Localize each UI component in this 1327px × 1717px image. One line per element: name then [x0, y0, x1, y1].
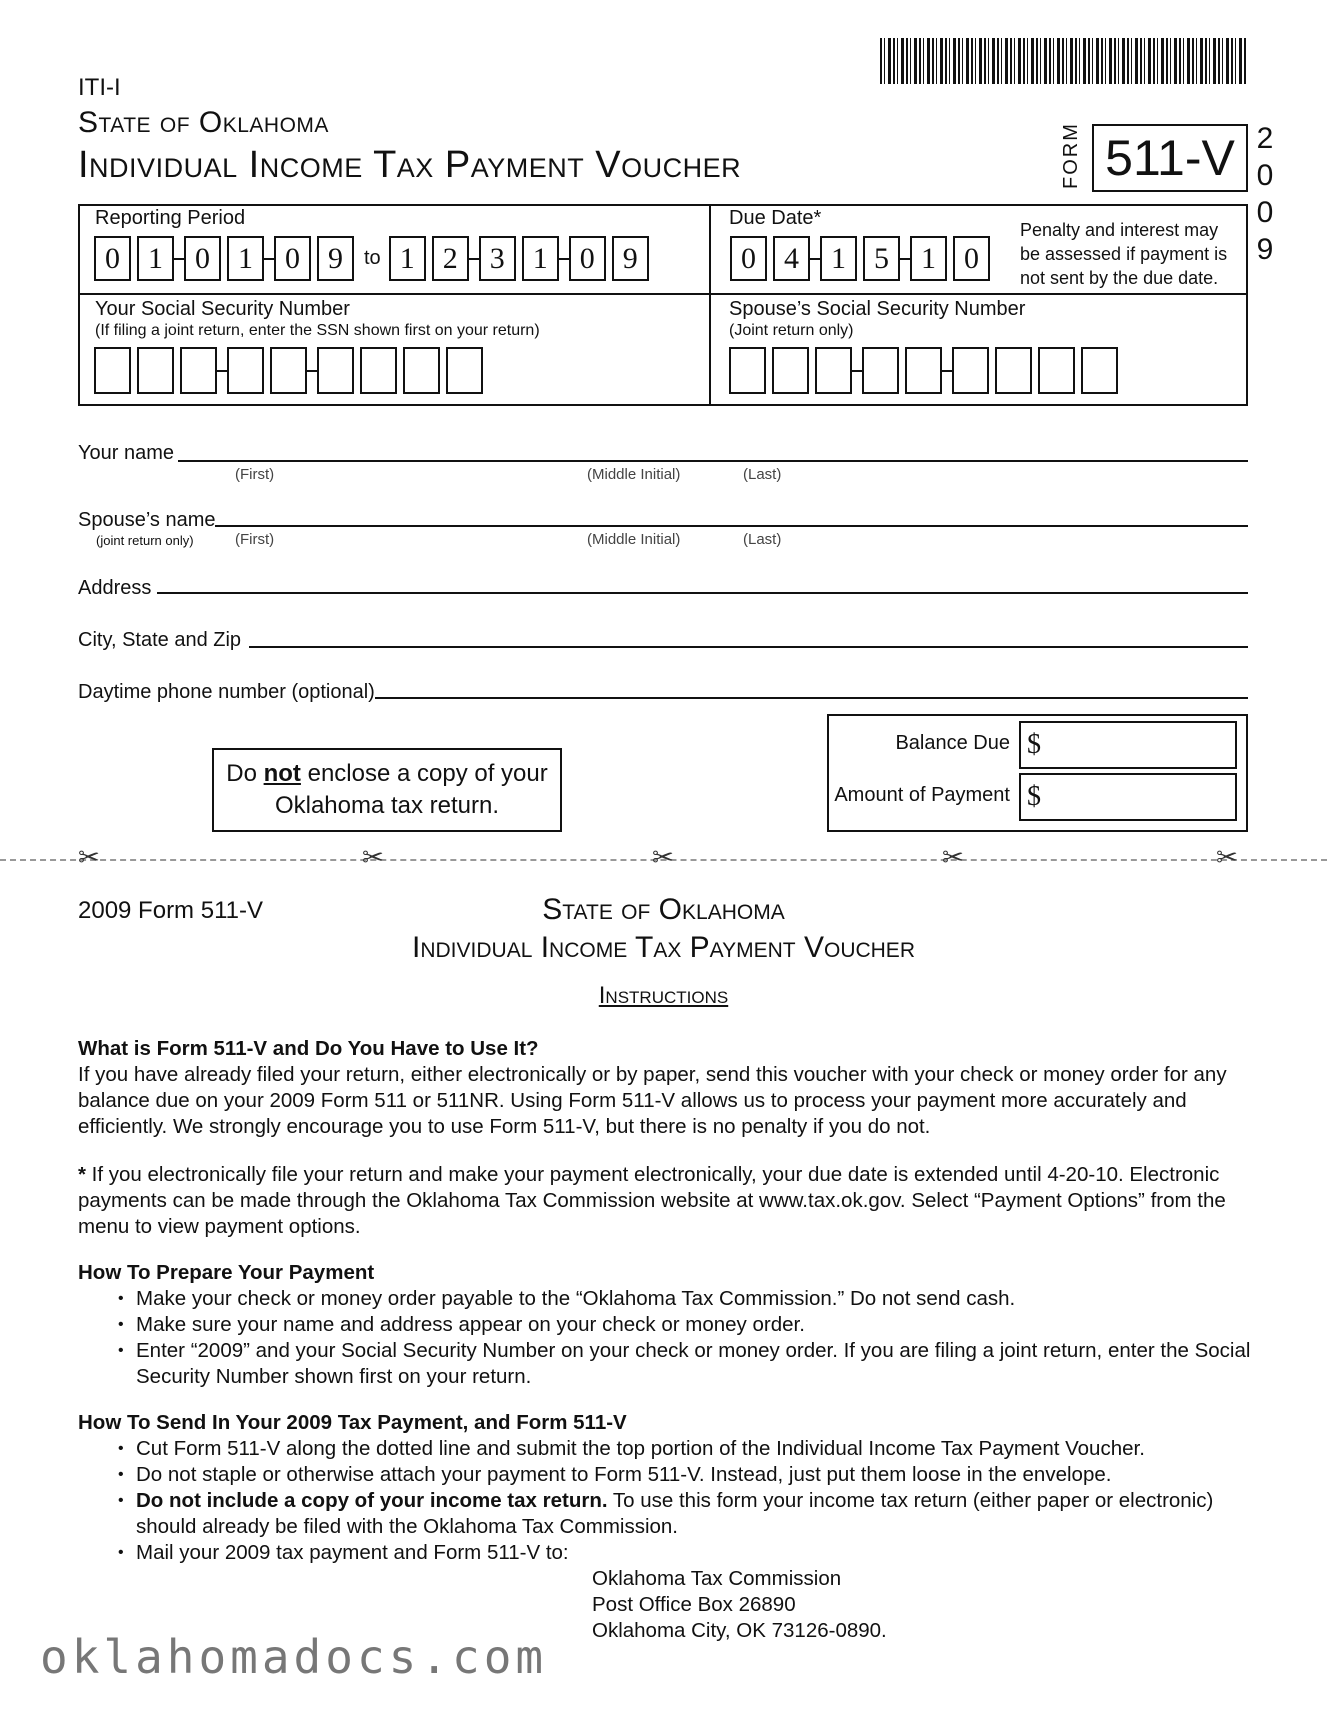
your-name-label: Your name	[78, 442, 174, 464]
list-item: • Cut Form 511-V along the dotted line and submit the top portion of the Individual Income Tax Payment Voucher.	[118, 1436, 1258, 1462]
digit-box[interactable]	[317, 347, 354, 394]
separator	[559, 258, 569, 260]
digit-box[interactable]	[1081, 347, 1118, 394]
digit-box[interactable]: 2	[432, 236, 469, 281]
list-item-text: To use this form your income tax return (either paper or electronic) should already be filed with the Oklahoma Tax Commission.	[136, 1489, 1214, 1538]
digit-box[interactable]	[446, 347, 483, 394]
balance-due-label: Balance Due	[895, 732, 1010, 754]
year-digit: 0	[1256, 159, 1274, 192]
instructions-heading	[0, 982, 1327, 1010]
ssn-field[interactable]	[94, 347, 489, 394]
section-prepare	[78, 1260, 1258, 1390]
section-electronic	[78, 1162, 1258, 1240]
dollar-sign: $	[1027, 781, 1041, 812]
digit-box[interactable]	[360, 347, 397, 394]
form-number: 511-V	[1092, 124, 1248, 192]
digit-box[interactable]	[905, 347, 942, 394]
year-digit: 2	[1256, 122, 1274, 155]
scissors-icon: ✂	[78, 842, 100, 872]
spouse-name-input[interactable]	[215, 525, 1248, 527]
address-input[interactable]	[157, 592, 1248, 594]
address-line: Oklahoma City, OK 73126-0890.	[592, 1619, 887, 1642]
year-digit: 9	[1256, 233, 1274, 266]
due-date-label: Due Date*	[729, 207, 822, 229]
digit-box[interactable]: 1	[820, 236, 857, 281]
digit-box[interactable]: 0	[953, 236, 990, 281]
digit-box[interactable]: 4	[773, 236, 810, 281]
address-label: Address	[78, 577, 152, 599]
grid-divider	[78, 293, 1248, 295]
digit-box[interactable]: 1	[389, 236, 426, 281]
digit-box[interactable]	[94, 347, 131, 394]
instructions-title: Individual Income Tax Payment Voucher	[412, 931, 915, 964]
separator	[217, 370, 227, 372]
hint-first: (First)	[235, 531, 275, 548]
digit-box[interactable]	[403, 347, 440, 394]
due-date-field[interactable]	[730, 236, 996, 281]
hint-middle: (Middle Initial)	[587, 466, 681, 483]
digit-box[interactable]: 1	[910, 236, 947, 281]
hint-last: (Last)	[743, 466, 782, 483]
digit-box[interactable]	[180, 347, 217, 394]
city-label: City, State and Zip	[78, 629, 242, 651]
form-code: ITI-I	[78, 74, 121, 101]
hint-middle: (Middle Initial)	[587, 531, 681, 548]
digit-box[interactable]	[729, 347, 766, 394]
voucher-title: Individual Income Tax Payment Voucher	[78, 144, 742, 186]
barcode	[880, 38, 1248, 84]
list-item: • Enter “2009” and your Social Security Number on your check or money order. If you are filing a joint return, enter the Social Security Number shown first on your return.	[118, 1338, 1258, 1390]
asterisk: *	[78, 1163, 86, 1186]
hint-last: (Last)	[743, 531, 782, 548]
spouse-ssn-label: Spouse’s Social Security Number	[729, 298, 1026, 320]
digit-box[interactable]: 9	[317, 236, 354, 281]
digit-box[interactable]: 0	[569, 236, 606, 281]
separator	[900, 258, 910, 260]
section-what-is	[78, 1036, 1258, 1140]
mailing-address	[592, 1566, 887, 1644]
separator	[174, 258, 184, 260]
scissors-icon: ✂	[942, 842, 964, 872]
state-heading: State of Oklahoma	[78, 106, 329, 139]
list-item: • Make your check or money order payable to the “Oklahoma Tax Commission.” Do not send cash.	[118, 1286, 1258, 1312]
phone-label: Daytime phone number (optional)	[78, 681, 375, 703]
digit-box[interactable]: 0	[730, 236, 767, 281]
section-send	[78, 1410, 1258, 1566]
list-item	[118, 1488, 1258, 1540]
digit-box[interactable]	[772, 347, 809, 394]
digit-box[interactable]	[1038, 347, 1075, 394]
separator	[307, 370, 317, 372]
separator	[469, 258, 479, 260]
address-line: Oklahoma Tax Commission	[592, 1567, 842, 1590]
notice-text: Oklahoma tax return.	[274, 792, 500, 819]
digit-box[interactable]: 1	[522, 236, 559, 281]
instructions-heading-text: Instructions	[598, 982, 729, 1009]
digit-box[interactable]: 5	[863, 236, 900, 281]
balance-due-input[interactable]	[1019, 721, 1237, 769]
instructions-form-label: 2009 Form 511-V	[78, 897, 263, 924]
phone-input[interactable]	[375, 697, 1248, 699]
no-enclose-notice	[212, 748, 562, 832]
reporting-period-field[interactable]	[94, 236, 655, 281]
spouse-name-label: Spouse’s name	[78, 509, 216, 531]
digit-box[interactable]: 1	[137, 236, 174, 281]
ssn-label: Your Social Security Number	[95, 298, 350, 320]
separator	[810, 258, 820, 260]
watermark: oklahomadocs.com	[40, 1630, 548, 1684]
year-digit: 0	[1256, 196, 1274, 229]
spouse-name-sublabel: (joint return only)	[96, 533, 194, 548]
section-heading: What is Form 511-V and Do You Have to Use It?	[78, 1037, 539, 1060]
section-body: If you have already filed your return, either electronically or by paper, send this voucher with your check or money order for any balance due on your 2009 Form 511 or 511NR. Using Form 511-V allows us to process your payment more accurately and efficiently. We strongly encourage you to use Form 511-V, but there is no penalty if you do not.	[78, 1063, 1227, 1138]
hint-first: (First)	[235, 466, 275, 483]
notice-text: enclose a copy of your	[300, 760, 548, 787]
digit-box[interactable]	[137, 347, 174, 394]
form-year	[1252, 120, 1278, 268]
dollar-sign: $	[1027, 729, 1041, 760]
reporting-period-label: Reporting Period	[95, 207, 246, 229]
digit-box[interactable]	[815, 347, 852, 394]
digit-box[interactable]: 9	[612, 236, 649, 281]
digit-box[interactable]: 0	[94, 236, 131, 281]
amount-payment-label: Amount of Payment	[834, 784, 1010, 806]
digit-box[interactable]: 0	[274, 236, 311, 281]
spouse-ssn-field[interactable]	[729, 347, 1124, 394]
list-item: • Mail your 2009 tax payment and Form 511-V to:	[118, 1540, 1258, 1566]
section-heading: How To Prepare Your Payment	[78, 1261, 375, 1284]
city-input[interactable]	[249, 646, 1248, 648]
period-to: to	[364, 247, 381, 269]
digit-box[interactable]	[952, 347, 989, 394]
list-item: • Do not staple or otherwise attach your payment to Form 511-V. Instead, just put them loose in the envelope.	[118, 1462, 1258, 1488]
instructions-state: State of Oklahoma	[542, 893, 785, 926]
separator	[264, 258, 274, 260]
digit-box[interactable]	[862, 347, 899, 394]
digit-box[interactable]: 1	[227, 236, 264, 281]
scissors-icon: ✂	[652, 842, 674, 872]
list-item-bold: Do not include a copy of your income tax return.	[136, 1489, 608, 1512]
notice-text: Do	[226, 760, 264, 787]
grid-divider	[709, 204, 711, 406]
digit-box[interactable]: 0	[184, 236, 221, 281]
notice-emphasis: not	[263, 760, 301, 787]
scissors-icon: ✂	[362, 842, 384, 872]
scissors-icon: ✂	[1216, 842, 1238, 872]
digit-box[interactable]	[995, 347, 1032, 394]
ssn-sublabel: (If filing a joint return, enter the SSN shown first on your return)	[95, 322, 540, 339]
your-name-input[interactable]	[178, 460, 1248, 462]
section-body: If you electronically file your return and make your payment electronically, your due date is extended until 4-20-10. Electronic payments can be made through the Oklahoma Tax Commission website at www.tax.ok.gov. Select “Payment Options” from the menu to view payment options.	[78, 1163, 1226, 1238]
digit-box[interactable]	[227, 347, 264, 394]
separator	[852, 370, 862, 372]
amount-payment-input[interactable]	[1019, 773, 1237, 821]
address-line: Post Office Box 26890	[592, 1593, 796, 1616]
penalty-note: Penalty and interest may be assessed if payment is not sent by the due date.	[1020, 220, 1228, 288]
section-heading: How To Send In Your 2009 Tax Payment, and Form 511-V	[78, 1411, 627, 1434]
digit-box[interactable]: 3	[479, 236, 516, 281]
list-item: • Make sure your name and address appear on your check or money order.	[118, 1312, 1258, 1338]
separator	[942, 370, 952, 372]
spouse-ssn-sublabel: (Joint return only)	[729, 322, 854, 339]
form-word: FORM	[1060, 122, 1082, 190]
digit-box[interactable]	[270, 347, 307, 394]
